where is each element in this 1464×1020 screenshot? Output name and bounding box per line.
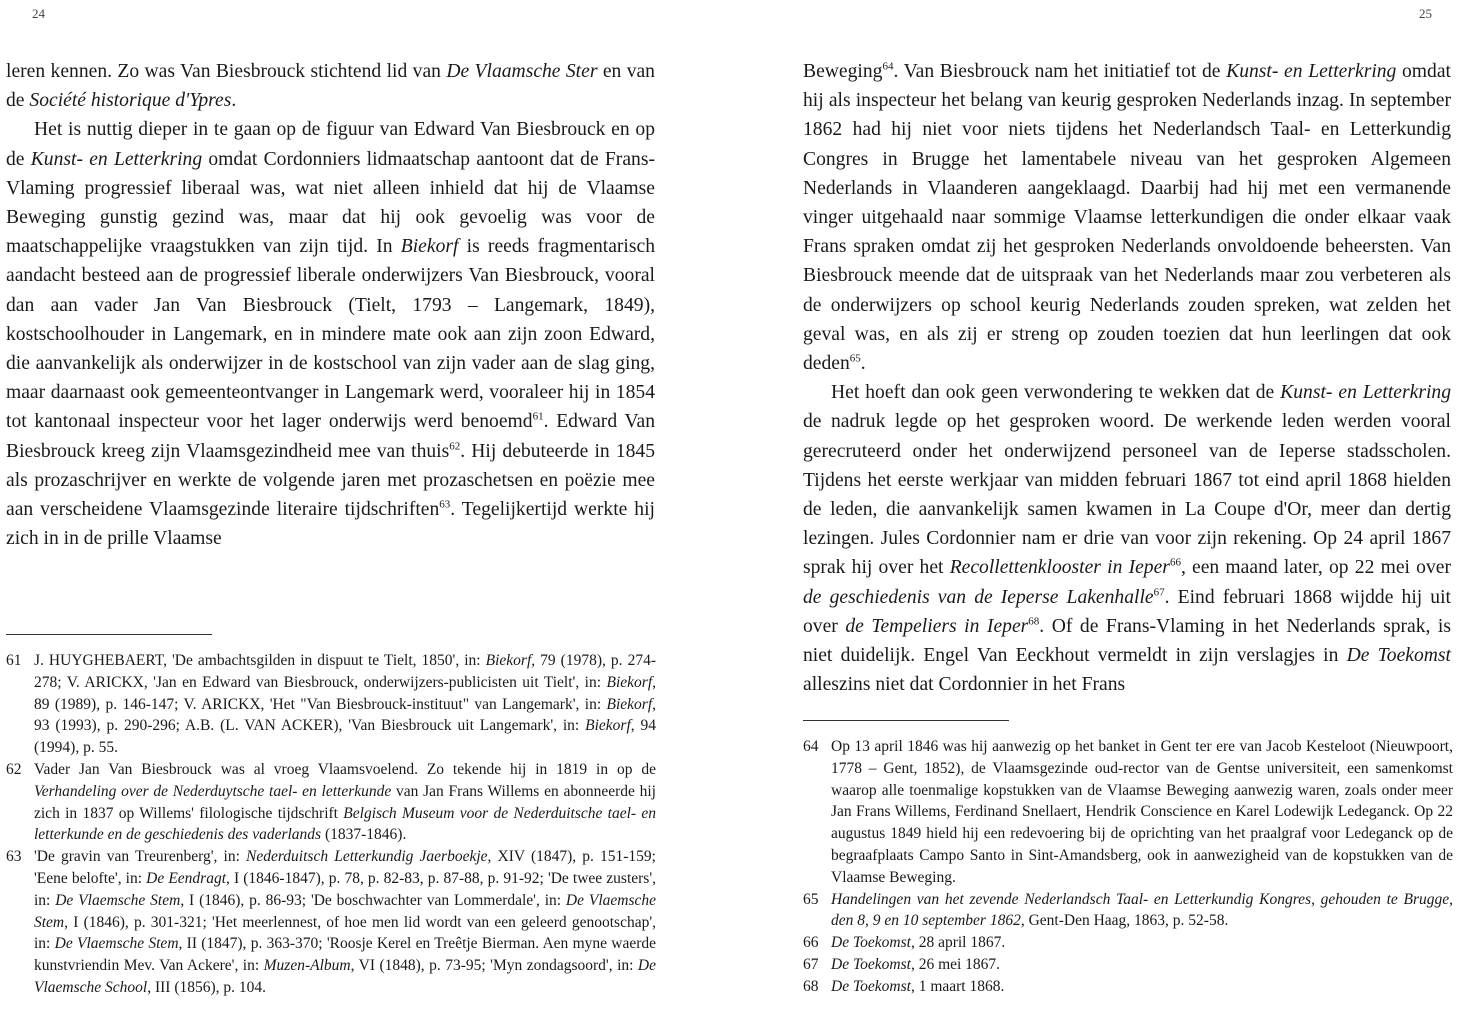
text-run: . Edward Van Biesbrouck kreeg zijn Vlaamsgezindheid mee van thuis: [6, 411, 655, 462]
text-run: alleszins niet dat Cordonnier in het Frans: [803, 674, 1126, 696]
footnote: [803, 932, 1453, 954]
footnote-ref: 68: [1028, 615, 1040, 628]
footnote-ref: 66: [1169, 556, 1181, 569]
text-run: J. HUYGHEBAERT, 'De ambachtsgilden in dispuut te Tielt, 1850', in:: [34, 652, 486, 669]
italic-text: De Vlaemsche Stem: [55, 891, 181, 909]
footnote-ref: 63: [439, 498, 451, 511]
italic-text: Biekorf: [585, 717, 631, 735]
text-run: Op 13 april 1846 was hij aanwezig op het banket in Gent ter ere van Jacob Kesteloot (Nieuwpoort, 1778 – Gent, 1852), de Vlaamsgezinde oud-rector van de Gentse universiteit, een samenkomst waarop alle toenmalige kopstukken van de Vlaamse Beweging aanwezig waren, zoals onder meer Jan Frans Willems, Ferdinand Snellaert, Hendrik Conscience en Karel Lodewijk Ledeganck. Op 22 augustus 1849 hield hij een redevoering bij de oprichting van het praalgraf voor Ledeganck op de begraafplaats Campo Santo in Sint-Amandsberg, ook in aanwezigheid van de kopstukken van de Vlaamse Beweging.: [831, 738, 1453, 886]
footnote-ref: 64: [882, 60, 894, 73]
text-run: de nadruk legde op het gesproken woord. De werkende leden werden vooral gerecruteerd onder het onderwijzend personeel van de Ieperse stadsscholen. Tijdens het eerste werkjaar van midden februari 1867 tot eind april 1868 hielden de leden, die aanvankelijk samen kwamen in La Coupe d'Or, meer dan dertig lezingen. Jules Cordonnier nam er drie van voor zijn rekening. Op 24 april 1867 sprak hij over het: [803, 411, 1451, 579]
text-run: Het is nuttig dieper in te gaan op de figuur van Edward Van Biesbrouck en op de: [6, 119, 655, 170]
text-run: , 28 april 1867.: [910, 934, 1006, 952]
text-run: , 94 (1994), p. 55.: [34, 717, 657, 757]
text-run: , 89 (1989), p. 146-147; V. ARICKX, 'Het "Van Biesbrouck-instituut" van Langemark', in:: [34, 673, 656, 713]
italic-text: De Vlaemsche Stem: [54, 935, 179, 953]
text-run: , 26 mei 1867.: [910, 955, 1001, 973]
text-run: , I (1846), p. 301-321; 'Het meerlennest, of hoe men lid wordt van een geleerd genootschap', in:: [34, 913, 656, 953]
italic-text: Biekorf: [400, 236, 459, 258]
text-run: .: [860, 353, 866, 375]
footnotes: [803, 736, 1453, 998]
italic-text: De Toekomst: [1346, 645, 1451, 667]
italic-text: De Toekomst: [831, 977, 911, 995]
italic-text: de geschiedenis van de Ieperse Lakenhalle: [803, 586, 1154, 608]
italic-text: Kunst- en Letterkring: [1280, 382, 1451, 404]
text-run: omdat Cordonniers lidmaatschap aantoont dat de Frans-Vlaming progressief liberaal was, wat niet alleen inhield dat hij de Vlaamse Beweging gunstig gezind was, maar dat hij ook gevoelig was voor de maatschappelijke vraagstukken van zijn tijd. In: [6, 148, 655, 258]
footnote-ref: 67: [1153, 586, 1165, 599]
page-number: 25: [1419, 6, 1432, 21]
text-run: , VI (1848), p. 73-95; 'Myn zondagsoord', in:: [350, 957, 638, 975]
italic-text: Kunst- en Letterkring: [1226, 61, 1397, 82]
italic-text: De Eendragt: [146, 869, 227, 887]
footnote-ref: 61: [532, 410, 544, 423]
paragraph: [803, 378, 1451, 699]
text-run: van Jan Frans Willems en abonneerde hij zich in 1837 op Willems' filologische tijdschrift: [34, 782, 656, 822]
footnote-ref: 65: [849, 352, 861, 365]
body-text: [6, 57, 655, 553]
text-run: omdat hij als inspecteur het belang van keurig gesproken Nederlands inzag. In september 1862 had hij niet voor niets tijdens het Nederlandsch Taal- en Letterkundig Congres in Brugge het lamentabele niveau van het gesproken Algemeen Nederlands in Vlaanderen aangeklaagd. Daarbij had hij met een vermanende vinger uitgehaald naar sommige Vlaamse letterkundigen die onder elkaar vaak Frans spraken omdat zij het gesproken Nederlands onvoldoende beheersten. Van Biesbrouck meende dat de uitspraak van het Nederlands maar zou verbeteren als de onderwijzers op school keurig Nederlands zouden spreken, wat zelden het geval was, en als zij er streng op zouden toezien dat hun leerlingen dat ook deden: [803, 61, 1451, 375]
italic-text: De Toekomst: [831, 955, 911, 973]
text-run: , 1 maart 1868.: [910, 977, 1005, 995]
footnote: [6, 759, 656, 846]
footnote-rule: [6, 634, 212, 635]
footnote: [6, 650, 656, 759]
footnote-number: 65: [803, 890, 819, 908]
text-run: .: [231, 90, 237, 112]
italic-text: Muzen-Album: [263, 957, 351, 975]
footnote-number: 66: [803, 934, 819, 952]
italic-text: Biekorf: [606, 695, 653, 713]
text-run: Vader Jan Van Biesbrouck was al vroeg Vlaamsvoelend. Zo tekende hij in 1819 in op de: [34, 760, 656, 778]
text-run: leren kennen. Zo was Van Biesbrouck stichtend lid van: [6, 61, 447, 82]
italic-text: Société historique d'Ypres: [29, 90, 232, 112]
footnote: [803, 889, 1453, 933]
footnote-text: [34, 846, 656, 999]
text-run: , 93 (1993), p. 290-296; A.B. (L. VAN ACKER), 'Van Biesbrouck uit Langemark', in:: [34, 695, 656, 735]
text-run: , een maand later, op 22 mei over: [1180, 557, 1451, 579]
paragraph: [6, 57, 655, 115]
footnote-text: [831, 736, 1453, 889]
footnote-text: [831, 932, 1453, 954]
italic-text: Belgisch Museum voor de Nederduitsche tael- en letterkunde en de geschiedenis des vaderlands: [34, 804, 656, 844]
text-run: . Eind februari 1868 wijdde hij uit over: [803, 586, 1451, 637]
italic-text: Verhandeling over de Nederduytsche tael- en letterkunde: [34, 782, 392, 800]
body-text: [803, 57, 1451, 699]
footnote-text: [34, 759, 656, 846]
footnote-text: [831, 889, 1453, 933]
italic-text: De Toekomst: [831, 934, 911, 952]
italic-text: Handelingen van het zevende Nederlandsch Taal- en Letterkundig Kongres, gehouden te Brugge, den 8, 9 en 10 september 1862: [831, 890, 1453, 930]
text-run: . Tegelijkertijd werkte hij zich in in de prille Vlaamse: [6, 499, 655, 550]
text-run: , I (1846-1847), p. 78, p. 82-83, p. 87-88, p. 91-92; 'De twee zusters', in:: [34, 869, 656, 909]
text-run: . Hij debuteerde in 1845 als prozaschrijver en werkte de volgende jaren met prozaschetsen en poëzie mee aan verscheidene Vlaamsgezinde literaire tijdschriften: [6, 440, 655, 521]
text-run: 'De gravin van Treurenberg', in:: [34, 848, 246, 866]
footnote-number: 67: [803, 955, 819, 973]
footnote-number: 68: [803, 977, 819, 995]
italic-text: Recollettenklooster in Ieper: [949, 557, 1170, 579]
footnote-text: [831, 954, 1453, 976]
footnote-number: 63: [6, 848, 22, 866]
text-run: , I (1846), p. 86-93; 'De boschwachter van Lommerdale', in:: [180, 891, 566, 909]
text-run: , 79 (1978), p. 274-278; V. ARICKX, 'Jan en Edward van Biesbrouck, onderwijzers-publicisten uit Tielt', in:: [34, 652, 656, 691]
footnote-ref: 62: [449, 440, 461, 453]
footnote-text: [34, 650, 656, 759]
text-run: Beweging: [803, 61, 883, 82]
footnote-number: 62: [6, 760, 22, 778]
text-run: is reeds fragmentarisch aandacht besteed aan de progressief liberale onderwijzers Van Biesbrouck, vooral dan aan vader Jan Van Biesbrouck (Tielt, 1793 – Langemark, 1849), kostschoolhouder in Langemark, en in mindere mate ook aan zijn zoon Edward, die aanvankelijk als onderwijzer in de kostschool van zijn vader aan de slag ging, maar daarnaast ook gemeenteontvanger in Langemark werd, vooraleer hij in 1854 tot kantonaal inspecteur voor het lager onderwijs werd benoemd: [6, 236, 655, 433]
italic-text: Nederduitsch Letterkundig Jaerboekje: [246, 848, 488, 866]
footnote-number: 64: [803, 738, 819, 755]
text-run: Het hoeft dan ook geen verwondering te wekken dat de: [831, 382, 1281, 404]
text-run: . Of de Frans-Vlaming in het Nederlands sprak, is niet duidelijk. Engel Van Eeckhout vermeldt in zijn verslagjes in: [803, 615, 1452, 667]
paragraph: [6, 115, 655, 553]
italic-text: De Vlaamsche Ster: [446, 61, 598, 82]
text-run: (1837-1846).: [321, 826, 407, 844]
footnote: [803, 736, 1453, 889]
italic-text: de Tempeliers in Ieper: [845, 615, 1029, 637]
text-run: , III (1856), p. 104.: [147, 978, 267, 996]
paragraph: [803, 57, 1451, 378]
text-run: , Gent-Den Haag, 1863, p. 52-58.: [1020, 912, 1229, 930]
italic-text: De Vlaemsche School: [34, 957, 656, 996]
italic-text: Biekorf: [606, 673, 653, 691]
italic-text: De Vlaemsche Stem: [34, 891, 656, 931]
text-run: en van de: [6, 61, 655, 112]
page-number: 24: [32, 6, 45, 21]
italic-text: Biekorf: [485, 652, 532, 669]
text-run: , XIV (1847), p. 151-159; 'Eene belofte', in:: [34, 848, 656, 887]
footnotes: [6, 650, 656, 999]
footnote-rule: [803, 720, 1009, 721]
text-run: , II (1847), p. 363-370; 'Roosje Kerel en Treêtje Bierman. Aen myne waerde kunstvriendin Mev. Van Ackere', in:: [34, 935, 657, 975]
footnote-number: 61: [6, 652, 22, 669]
footnote: [803, 954, 1453, 976]
text-run: . Van Biesbrouck nam het initiatief tot de: [893, 61, 1227, 82]
footnote-text: [831, 976, 1453, 998]
footnote: [803, 976, 1453, 998]
italic-text: Kunst- en Letterkring: [30, 148, 203, 170]
right-page: [732, 0, 1464, 1020]
footnote: [6, 846, 656, 999]
